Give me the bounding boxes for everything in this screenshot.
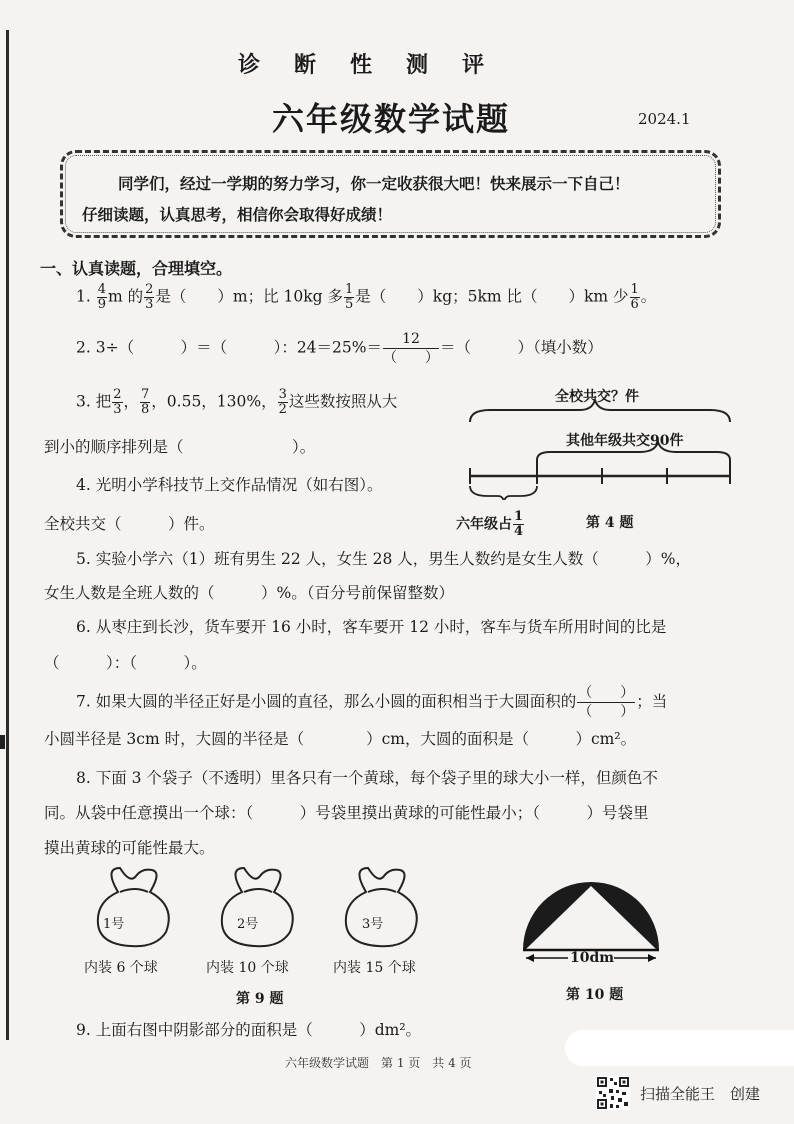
bag-1-caption: 内装 6 个球 xyxy=(84,960,158,976)
fraction: $\frac{1}{5}$ xyxy=(345,282,354,312)
bag-2-icon xyxy=(214,862,304,950)
question-7-line-1 xyxy=(76,684,667,721)
q7-text-b: ；当 xyxy=(636,692,668,711)
q4-line-2: 全校共交（ ）件。 xyxy=(44,515,215,533)
question-2 xyxy=(76,330,603,367)
fraction: $\frac{12}{( )}$ xyxy=(383,331,439,366)
q5-line-2: 女生人数是全班人数的（ ）%。（百分号前保留整数） xyxy=(44,584,454,602)
q2-text-a: 2. 3÷（ ）＝（ ）：24＝25%＝ xyxy=(76,338,382,357)
q6-line-2: （ ）：（ ）。 xyxy=(44,654,207,672)
qr-code-icon xyxy=(596,1076,630,1110)
page-footer: 六年级数学试题 第 1 页 共 4 页 xyxy=(285,1056,472,1070)
q6-line-1: 6. 从枣庄到长沙，货车要开 16 小时，客车要开 12 小时，客车与货车所用时间的比是 xyxy=(76,618,667,636)
question-3 xyxy=(76,388,397,417)
white-smudge xyxy=(565,1030,794,1066)
scanner-watermark xyxy=(596,1076,784,1110)
fraction: $\frac{( )}{( )}$ xyxy=(578,685,635,720)
bag-2-caption: 内装 10 个球 xyxy=(206,960,289,976)
fig10-dimension-label: 10dm xyxy=(570,950,615,966)
q2-text-b: ＝（ ）（填小数） xyxy=(440,338,603,357)
section-heading: 一、认真读题，合理填空。 xyxy=(40,259,233,278)
bottom-brace xyxy=(470,486,537,500)
exam-subtitle: 诊断性测评 xyxy=(238,52,519,78)
bag-3-icon xyxy=(338,862,428,950)
q7-line-2: 小圆半径是 3cm 时，大圆的半径是（ ）cm，大圆的面积是（ ）cm²。 xyxy=(44,730,637,748)
bag-1-icon xyxy=(90,862,180,950)
q1-text-a: m 的 xyxy=(108,287,144,306)
intro-line-2: 仔细读题，认真思考，相信你会取得好成绩！ xyxy=(82,205,393,224)
bag-2-label: 2号 xyxy=(237,917,259,932)
q8-line-3: 摸出黄球的可能性最大。 xyxy=(44,839,215,857)
q1-text-d: 。 xyxy=(640,287,657,306)
fraction: $\frac{3}{2}$ xyxy=(278,387,287,417)
q3-line-2: 到小的顺序排列是（ ）。 xyxy=(44,438,316,456)
fraction: $\frac{2}{3}$ xyxy=(145,282,154,312)
page-edge-line xyxy=(6,30,9,1040)
q3-sep: ， xyxy=(123,392,140,411)
q3-text-c: 这些数按照从大 xyxy=(288,392,398,411)
bag-3-caption: 内装 15 个球 xyxy=(333,960,416,976)
q8-line-1: 8. 下面 3 个袋子（不透明）里各只有一个黄球，每个袋子里的球大小一样，但颜色不 xyxy=(76,769,658,787)
q1-text-c: 是（ ）kg；5km 比（ ）km 少 xyxy=(355,287,629,306)
q1-text-b: 是（ ）m；比 10kg 多 xyxy=(155,287,344,306)
binding-mark xyxy=(0,735,5,749)
bag-3-label: 3号 xyxy=(362,917,384,932)
fig9-caption: 第 9 题 xyxy=(236,991,284,1007)
q5-line-1: 5. 实验小学六（1）班有男生 22 人，女生 28 人，男生人数约是女生人数（ ）%， xyxy=(76,550,691,568)
arrow-left-icon xyxy=(526,954,534,962)
exam-date: 2024.1 xyxy=(638,110,691,128)
fraction: $\frac{7}{8}$ xyxy=(141,387,150,417)
q8-line-2: 同。从袋中任意摸出一个球：（ ）号袋里摸出黄球的可能性最小；（ ）号袋里 xyxy=(44,804,649,822)
arrow-right-icon xyxy=(648,954,656,962)
fig4-top-label: 全校共交？件 xyxy=(555,389,639,405)
fig10-caption: 第 10 题 xyxy=(566,987,624,1003)
q3-text-a: 3. 把 xyxy=(76,392,112,411)
bag-1-label: 1号 xyxy=(103,917,125,932)
q9-line: 9. 上面右图中阴影部分的面积是（ ）dm²。 xyxy=(76,1021,422,1039)
page-title: 六年级数学试题 xyxy=(272,100,511,138)
q7-text-a: 7. 如果大圆的半径正好是小圆的直径，那么小圆的面积相当于大圆面积的 xyxy=(76,692,577,711)
fraction: $\frac{1}{4}$ xyxy=(514,509,524,539)
fig4-middle-label: 其他年级共交90件 xyxy=(566,433,684,449)
question-1 xyxy=(76,283,656,312)
intro-line-1: 同学们，经过一学期的努力学习，你一定收获很大吧！快来展示一下自己！ xyxy=(118,174,630,193)
q3-text-b: ，0.55，130%， xyxy=(151,392,277,411)
fraction: $\frac{4}{9}$ xyxy=(97,282,107,312)
q1-number: 1. xyxy=(76,287,91,306)
fraction: $\frac{1}{6}$ xyxy=(630,282,639,312)
fig4-bottom-label: 六年级占 $\frac{1}{4}$ xyxy=(456,509,524,539)
fraction: $\frac{2}{3}$ xyxy=(113,387,122,417)
fig4-caption: 第 4 题 xyxy=(586,515,634,531)
watermark-text: 扫描全能王 创建 xyxy=(640,1085,761,1103)
q4-line-1: 4. 光明小学科技节上交作品情况（如右图）。 xyxy=(76,476,383,494)
